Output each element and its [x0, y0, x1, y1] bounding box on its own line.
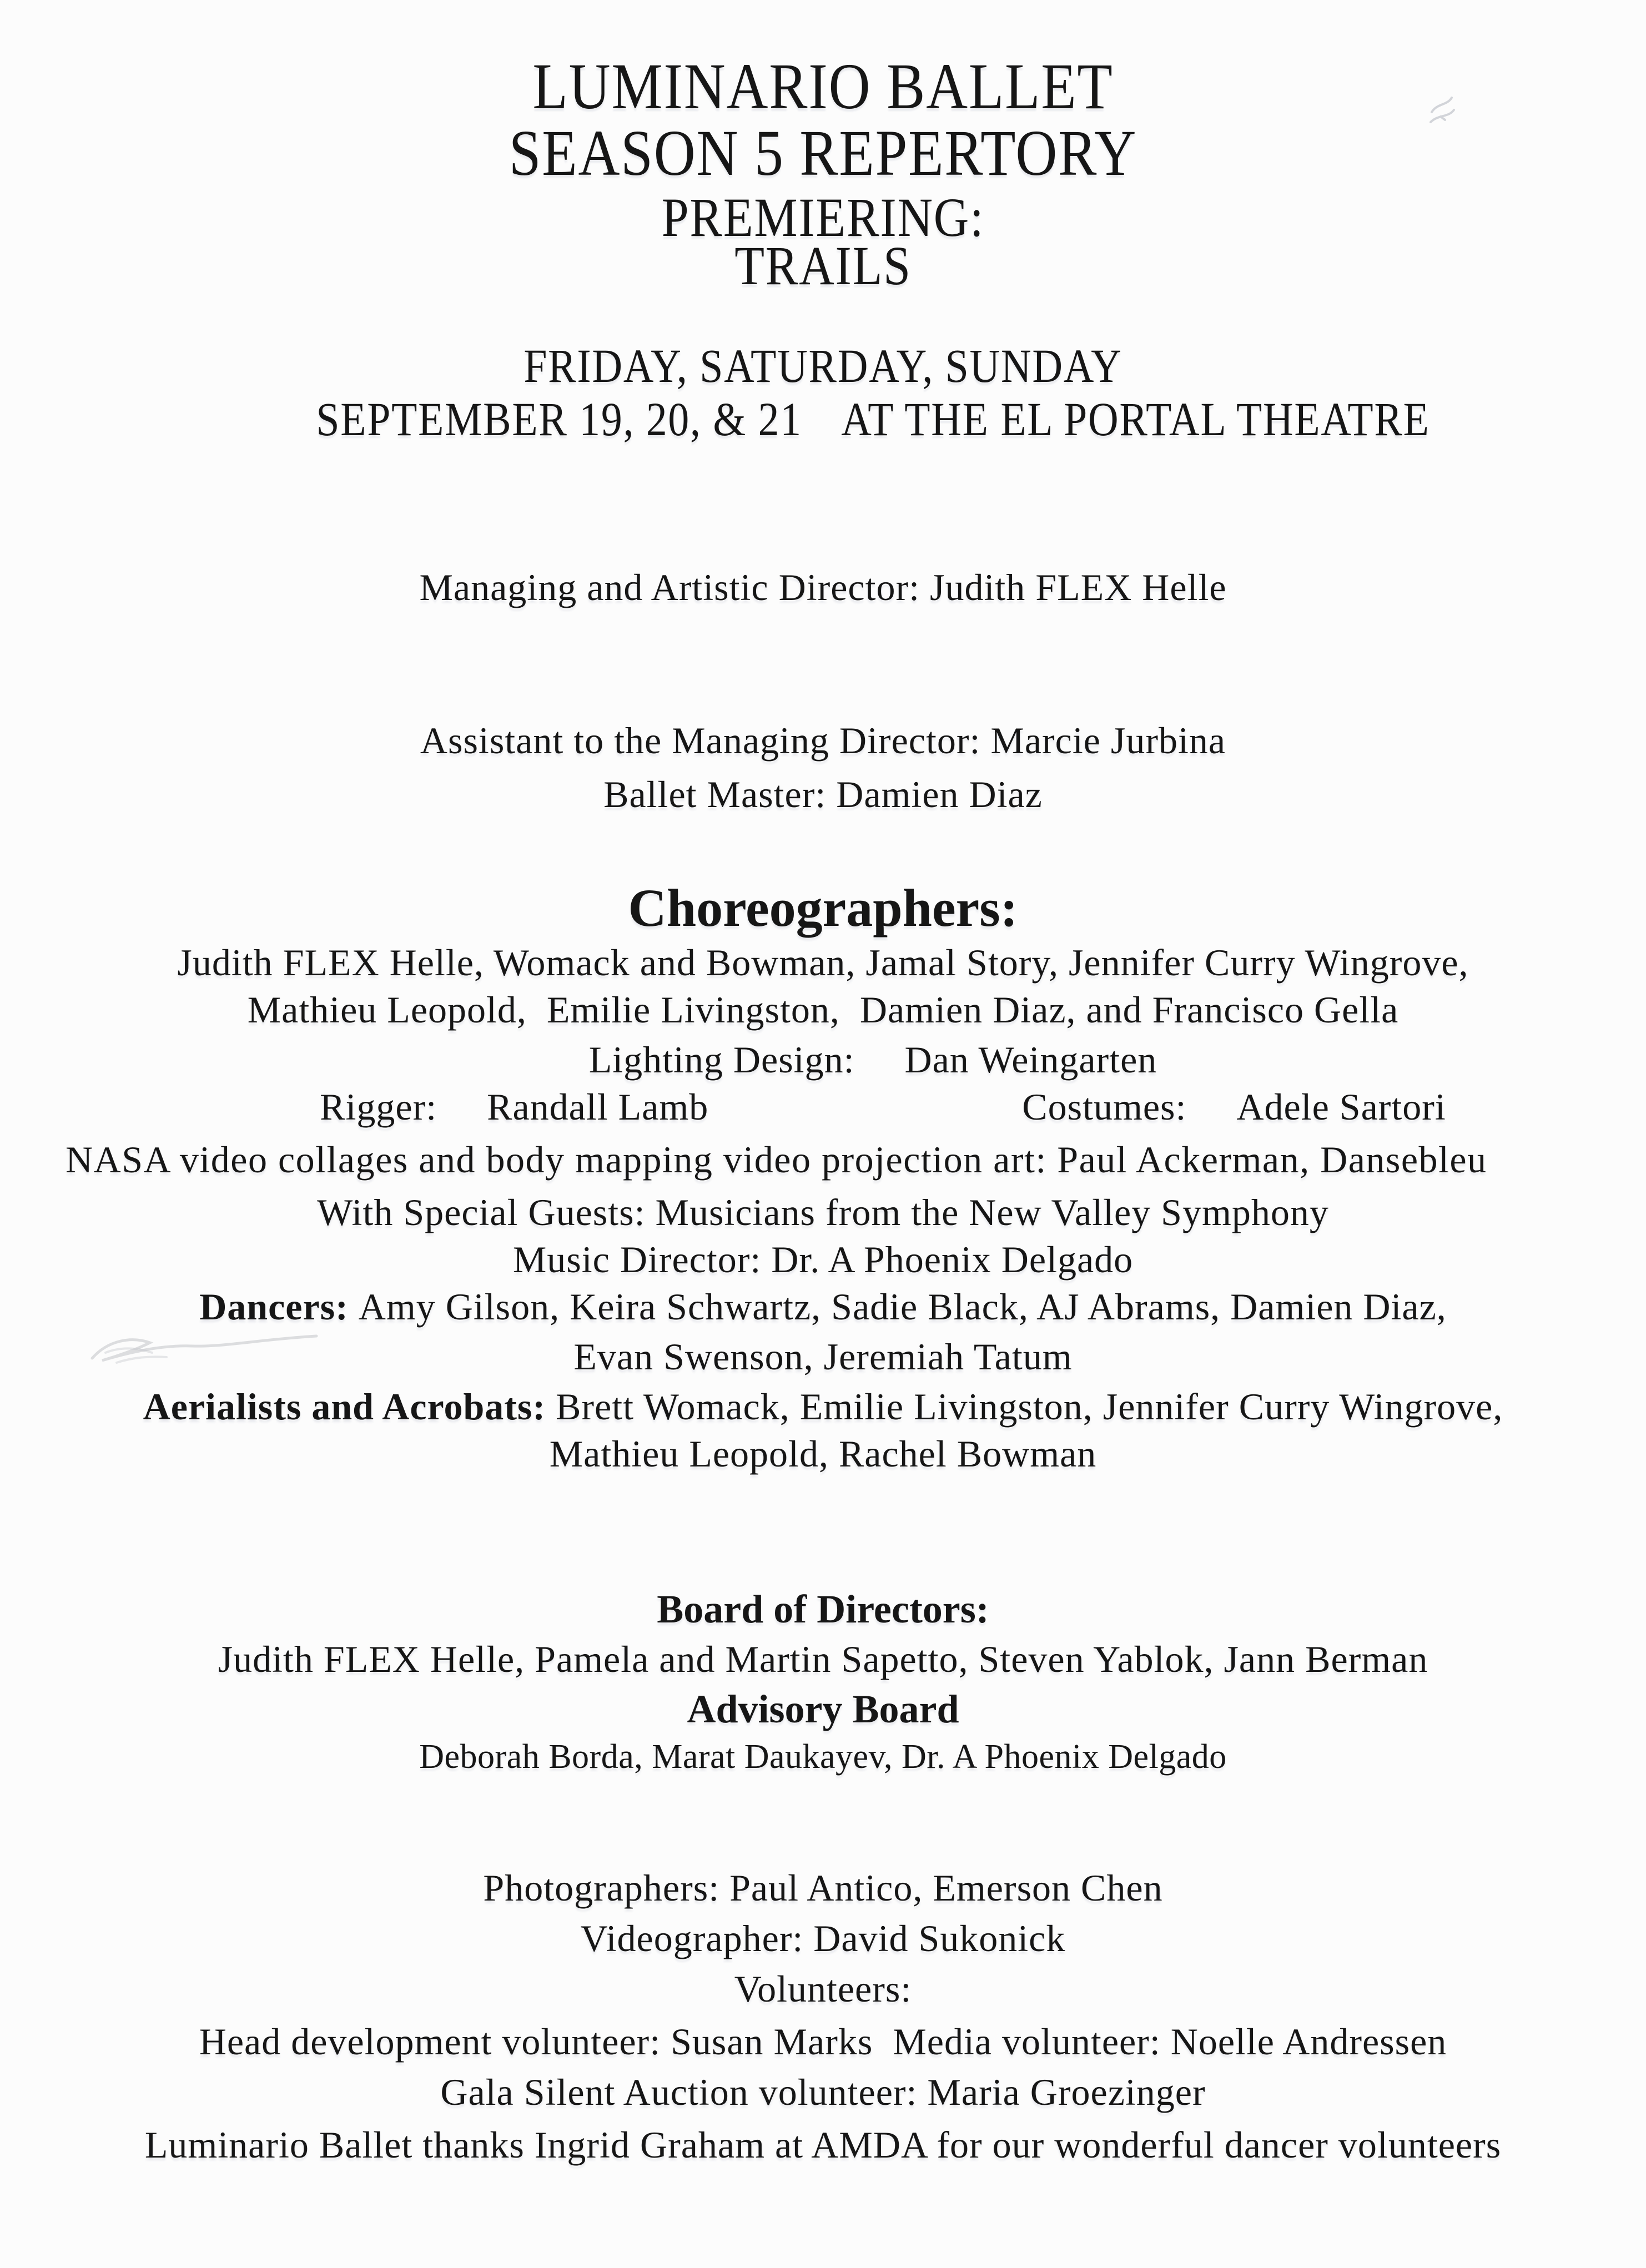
- videographer-line: Videographer: David Sukonick: [580, 1917, 1066, 1959]
- show-name: TRAILS: [734, 235, 912, 296]
- managing-director-line: Managing and Artistic Director: Judith FLEX Helle: [419, 566, 1227, 608]
- aerialists-label: Aerialists and Acrobats:: [143, 1385, 546, 1428]
- special-guests-line: With Special Guests: Musicians from the New Valley Symphony: [317, 1191, 1329, 1233]
- program-title-line-2: SEASON 5 REPERTORY: [509, 117, 1137, 189]
- dancers-names-line-1: Amy Gilson, Keira Schwartz, Sadie Black, AJ Abrams, Damien Diaz,: [358, 1286, 1447, 1328]
- choreographers-names-line-2: Mathieu Leopold, Emilie Livingston, Damien Diaz, and Francisco Gella: [247, 989, 1399, 1031]
- dancers-label: Dancers:: [199, 1286, 349, 1328]
- premiering-label: PREMIERING:: [661, 187, 985, 248]
- rigger-costumes-line: [60, 1085, 1646, 1129]
- board-of-directors-heading: Board of Directors:: [657, 1587, 989, 1631]
- board-of-directors-names: Judith FLEX Helle, Pamela and Martin Sapetto, Steven Yablok, Jann Berman: [218, 1638, 1428, 1680]
- performance-dates-venue-line: [149, 391, 1597, 447]
- advisory-board-heading: Advisory Board: [687, 1687, 959, 1731]
- aerialists-names-line-1: Brett Womack, Emilie Livingston, Jennifer Curry Wingrove,: [556, 1385, 1503, 1428]
- lighting-designer-name: Dan Weingarten: [904, 1039, 1157, 1081]
- costumes-label: Costumes:: [1022, 1086, 1187, 1128]
- projection-art-line: NASA video collages and body mapping video projection art: Paul Ackerman, Dansebleu: [66, 1138, 1487, 1181]
- venue-name: AT THE EL PORTAL THEATRE: [841, 392, 1430, 446]
- lighting-design-line: [50, 1038, 1646, 1082]
- rigger-name: Randall Lamb: [487, 1086, 709, 1128]
- performance-dates: SEPTEMBER 19, 20, & 21: [316, 392, 802, 446]
- volunteers-line-2: Gala Silent Auction volunteer: Maria Groezinger: [440, 2071, 1206, 2113]
- lighting-design-label: Lighting Design:: [588, 1039, 855, 1081]
- performance-days-line: FRIDAY, SATURDAY, SUNDAY: [524, 339, 1122, 392]
- costumes-designer-name: Adele Sartori: [1236, 1086, 1446, 1128]
- program-title-line-1: LUMINARIO BALLET: [532, 50, 1114, 123]
- aerialists-line-2: Mathieu Leopold, Rachel Bowman: [549, 1433, 1097, 1475]
- ballet-master-line: Ballet Master: Damien Diaz: [603, 773, 1043, 815]
- choreographers-names-line-1: Judith FLEX Helle, Womack and Bowman, Jamal Story, Jennifer Curry Wingrove,: [177, 941, 1469, 984]
- photographers-line: Photographers: Paul Antico, Emerson Chen: [483, 1867, 1163, 1909]
- assistant-director-line: Assistant to the Managing Director: Marcie Jurbina: [420, 719, 1226, 762]
- volunteers-heading: Volunteers:: [734, 1968, 912, 2010]
- music-director-line: Music Director: Dr. A Phoenix Delgado: [512, 1238, 1134, 1281]
- dancers-line-1: [0, 1285, 1646, 1329]
- advisory-board-names: Deborah Borda, Marat Daukayev, Dr. A Phoenix Delgado: [419, 1738, 1227, 1776]
- dancers-line-2: Evan Swenson, Jeremiah Tatum: [573, 1335, 1073, 1378]
- volunteers-line-1: Head development volunteer: Susan Marks Media volunteer: Noelle Andressen: [199, 2020, 1447, 2063]
- rigger-label: Rigger:: [320, 1086, 437, 1128]
- choreographers-heading: Choreographers:: [628, 878, 1018, 938]
- thanks-line: Luminario Ballet thanks Ingrid Graham at AMDA for our wonderful dancer volunteers: [144, 2124, 1502, 2166]
- aerialists-line-1: [0, 1385, 1646, 1429]
